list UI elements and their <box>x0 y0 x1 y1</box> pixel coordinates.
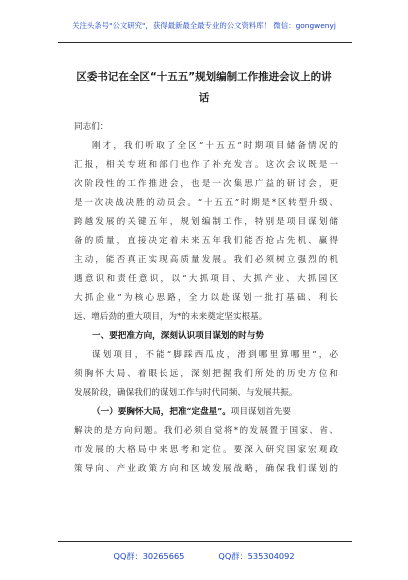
paragraph-line: 大抓企业”为核心思路，全力以赴谋划一批打基础、利长 <box>74 293 338 303</box>
paragraph-line: 跨越发展的关键五年，规划编制工作，特别是项目谋划储 <box>74 217 338 227</box>
paragraph-line: 发展阶段，确保我们的谋划工作与时代同频、与发展共振。 <box>74 388 298 398</box>
header-banner: 关注头条号"公文研究"，获得最新最全最专业的公文资料库！ 微信：gongwenyj <box>72 21 336 30</box>
paragraph-line: 备的质量，直接决定着未来五年我们能否抢占先机、赢得 <box>74 236 338 246</box>
document-title: 区委书记在全区“十五五”规划编制工作推进会议上的讲 <box>76 71 332 83</box>
footer-qq-group-1: QQ群：30265665 <box>113 551 185 561</box>
paragraph-line: 谋划项目，不能“脚踩西瓜皮，滑到哪里算哪里”，必 <box>92 350 338 360</box>
footer-qq-group-2: QQ群：535304092 <box>218 551 295 561</box>
section-heading-text: 一、要把准方向，深刻认识项目谋划的时与势 <box>92 331 264 341</box>
footer <box>0 551 408 562</box>
subsection-text: 项目谋划首先要 <box>230 407 291 417</box>
paragraph-line: 汇报，相关专班和部门也作了补充发言。这次会议既是一 <box>74 160 338 170</box>
paragraph-line: 解决的是方向问题。我们必须自觉将*的发展置于国家、省、 <box>74 426 338 436</box>
paragraph-line: 是一次决战决胜的动员会。“十五五”时期是*区转型升级、 <box>74 198 338 208</box>
paragraph-line: 次阶段性的工作推进会，也是一次集思广益的研讨会，更 <box>74 179 338 189</box>
paragraph-line: 须胸怀大局、着眼长远，深刻把握我们所处的历史方位和 <box>74 369 338 379</box>
subsection-heading: （一）要胸怀大局，把准“定盘星”。 <box>92 407 231 417</box>
section-heading <box>92 329 338 343</box>
document-title-continued: 话 <box>198 92 210 104</box>
paragraph-line: 刚才，我们听取了全区“十五五”时期项目储备情况的 <box>92 141 338 151</box>
paragraph-line: 远、增后劲的重大项目，为*的未来奠定坚实根基。 <box>74 312 268 322</box>
paragraph-line: 遇意识和责任意识，以“大抓项目、大抓产业、大抓园区 <box>74 274 338 284</box>
footer-rule <box>58 541 352 542</box>
salutation: 同志们： <box>74 122 109 132</box>
paragraph-line: 主动，能否真正实现高质量发展。我们必须树立强烈的机 <box>74 255 338 265</box>
subsection-line <box>92 405 338 419</box>
paragraph-line: 市发展的大格局中来思考和定位。要深入研究国家宏观政 <box>74 445 338 455</box>
paragraph-line: 策导向、产业政策方向和区域发展战略，确保我们谋划的 <box>74 464 338 474</box>
header-rule <box>58 42 352 43</box>
